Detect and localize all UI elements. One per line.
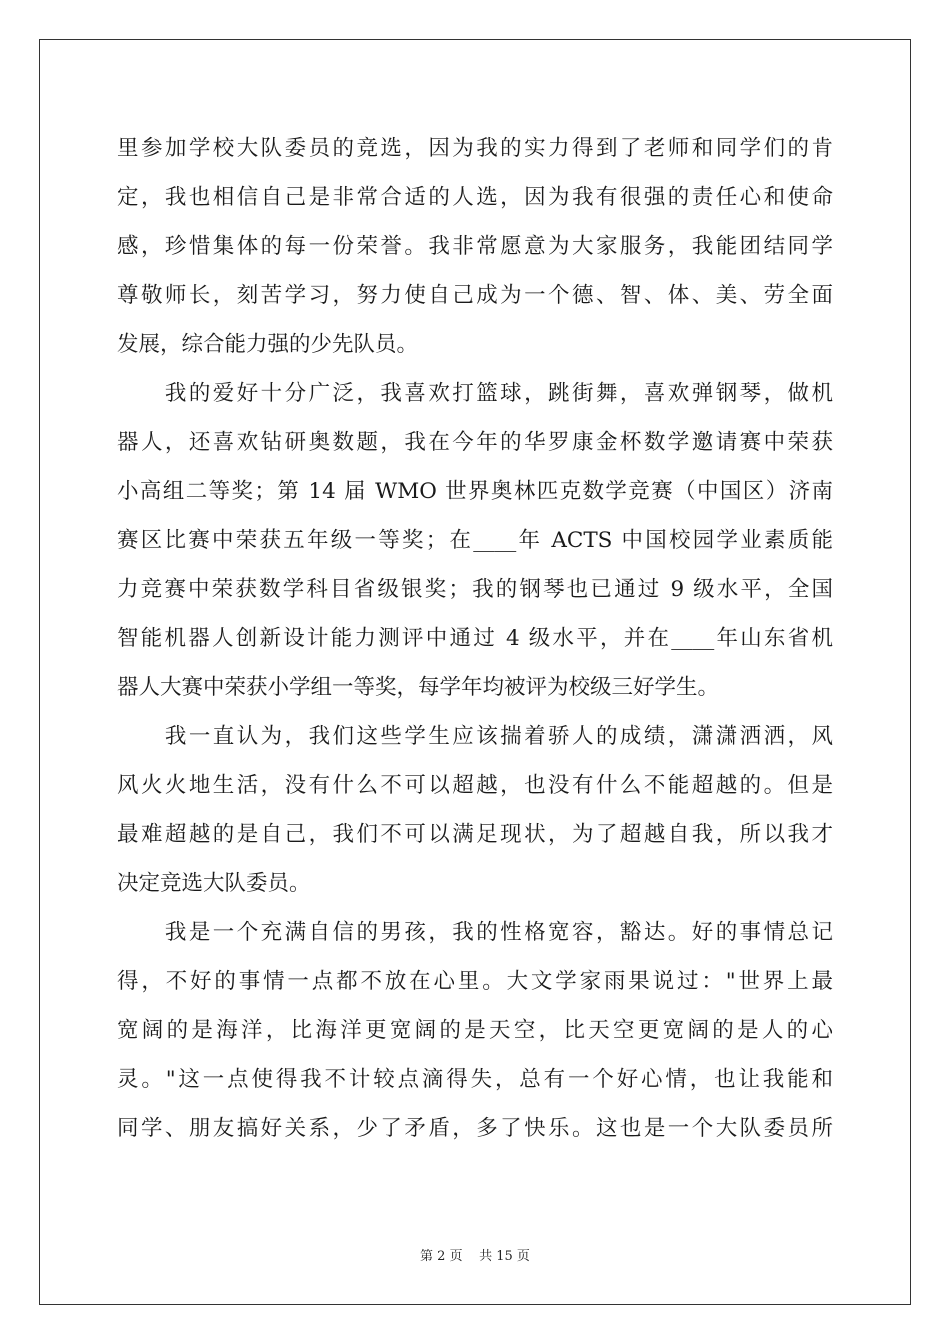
text-line: 宽阔的是海洋，比海洋更宽阔的是天空，比天空更宽阔的是人的心 [117,1018,833,1043]
text-line: 风火火地生活，没有什么不可以超越，也没有什么不能超越的。但是 [117,773,833,798]
text-line: 我是一个充满自信的男孩，我的性格宽容，豁达。好的事情总记 [117,920,833,945]
text-line: 力竞赛中荣获数学科目省级银奖；我的钢琴也已通过 9 级水平，全国 [117,577,833,602]
text-line: 小高组二等奖；第 14 届 WMO 世界奥林匹克数学竞赛（中国区）济南 [117,479,833,504]
text-line: 决定竞选大队委员。 [117,871,311,896]
text-line: 感，珍惜集体的每一份荣誉。我非常愿意为大家服务，我能团结同学 [117,234,833,259]
text-line: 我的爱好十分广泛，我喜欢打篮球，跳街舞，喜欢弹钢琴，做机 [117,381,833,406]
text-line: 赛区比赛中荣获五年级一等奖；在____年 ACTS 中国校园学业素质能 [117,528,833,553]
page-number: 第 2 页 [420,1249,463,1264]
text-line: 同学、朋友搞好关系，少了矛盾，多了快乐。这也是一个大队委员所 [117,1116,833,1141]
text-line: 定，我也相信自己是非常合适的人选，因为我有很强的责任心和使命 [117,185,833,210]
page-footer [0,1245,950,1264]
text-line: 器人，还喜欢钻研奥数题，我在今年的华罗康金杯数学邀请赛中荣获 [117,430,833,455]
text-line: 器人大赛中荣获小学组一等奖，每学年均被评为校级三好学生。 [117,675,720,700]
text-line: 灵。"这一点使得我不计较点滴得失，总有一个好心情，也让我能和 [117,1067,833,1092]
text-line: 得，不好的事情一点都不放在心里。大文学家雨果说过："世界上最 [117,969,833,994]
text-line: 最难超越的是自己，我们不可以满足现状，为了超越自我，所以我才 [117,822,833,847]
text-line: 尊敬师长，刻苦学习，努力使自己成为一个德、智、体、美、劳全面 [117,283,833,308]
document-body [117,124,833,1153]
text-line: 里参加学校大队委员的竞选，因为我的实力得到了老师和同学们的肯 [117,136,833,161]
text-line: 我一直认为，我们这些学生应该揣着骄人的成绩，潇潇洒洒，风 [117,724,833,749]
page-total: 共 15 页 [479,1249,530,1264]
text-line: 智能机器人创新设计能力测评中通过 4 级水平，并在____年山东省机 [117,626,833,651]
text-line: 发展，综合能力强的少先队员。 [117,332,419,357]
